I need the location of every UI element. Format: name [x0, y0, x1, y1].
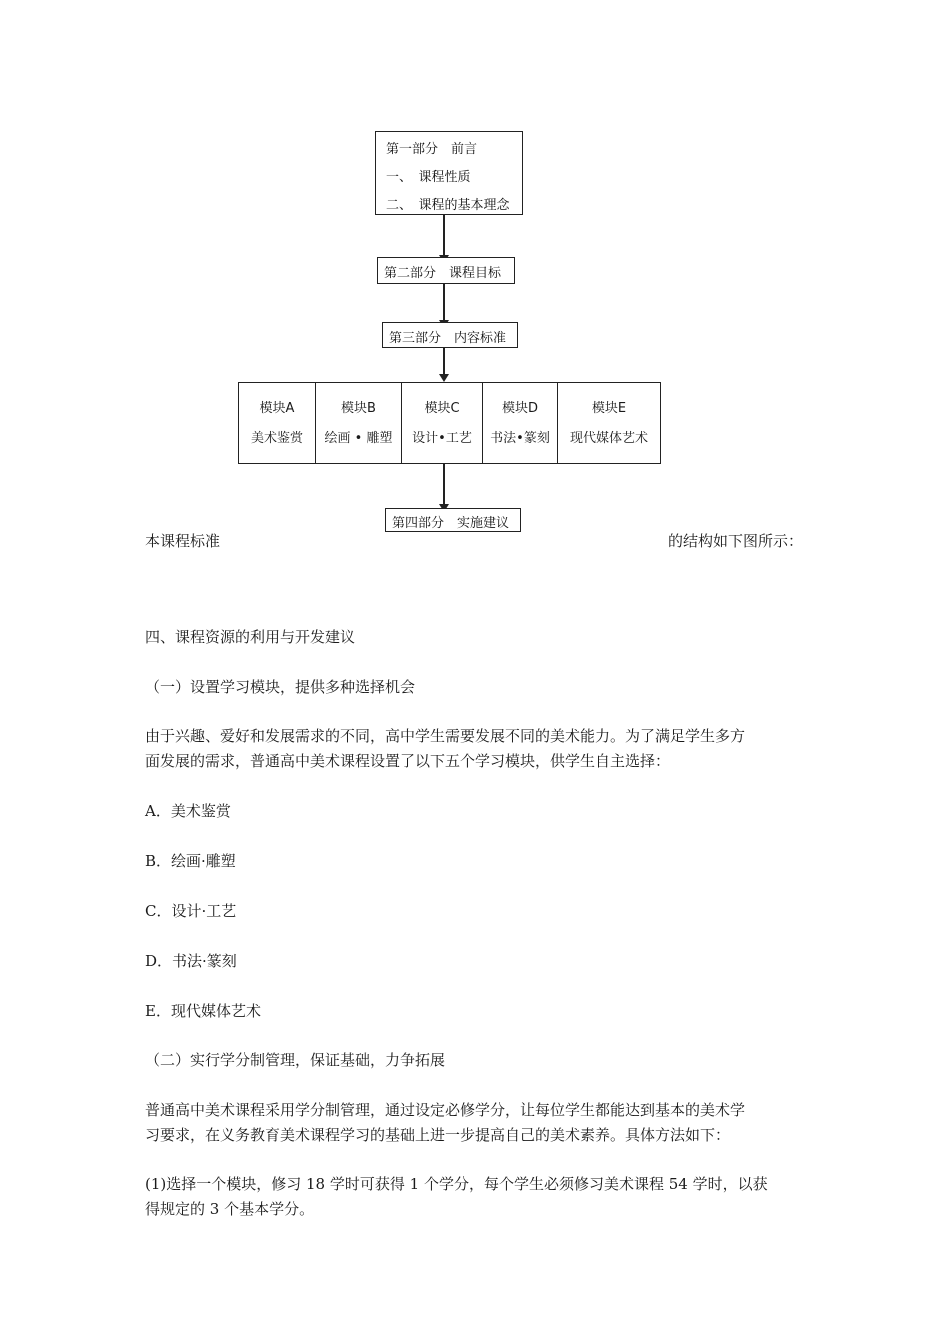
paragraph-2-line-1: 普通高中美术课程采用学分制管理，通过设定必修学分，让每位学生都能达到基本的美术学	[145, 1101, 746, 1119]
list-item-a: A．美术鉴赏	[145, 802, 231, 820]
subheading-2: （二）实行学分制管理，保证基础，力争拓展	[145, 1051, 446, 1069]
paragraph-1-line-2: 面发展的需求，普通高中美术课程设置了以下五个学习模块，供学生自主选择：	[145, 752, 671, 770]
module-c-title: 设计•工艺	[412, 431, 472, 446]
modules-row	[238, 382, 661, 464]
module-c-name: 模块C	[424, 401, 460, 416]
part2-box	[377, 257, 515, 284]
module-a-title: 美术鉴赏	[250, 431, 303, 446]
part1-title: 第一部分 前言	[386, 142, 478, 157]
part1-item2: 二、 课程的基本理念	[386, 198, 510, 213]
paragraph-2-line-2: 习要求，在义务教育美术课程学习的基础上进一步提高自己的美术素养。具体方法如下：	[145, 1126, 731, 1144]
arrow-2	[443, 284, 445, 322]
module-b-name: 模块B	[341, 401, 376, 416]
part3-title: 第三部分 内容标准	[389, 331, 507, 346]
part4-title: 第四部分 实施建议	[392, 516, 510, 531]
module-a	[239, 383, 316, 463]
list-item-b: B．绘画·雕塑	[145, 852, 236, 870]
part1-box	[375, 131, 523, 215]
module-e	[558, 383, 660, 463]
part3-box	[382, 322, 518, 348]
subheading-1: （一）设置学习模块，提供多种选择机会	[145, 678, 416, 696]
module-d-title: 书法•篆刻	[490, 431, 550, 446]
module-e-title: 现代媒体艺术	[569, 431, 648, 446]
intro-right: 的结构如下图所示：	[668, 532, 804, 550]
arrow-1	[443, 215, 445, 257]
module-d-name: 模块D	[501, 401, 538, 416]
paragraph-1-line-1: 由于兴趣、爱好和发展需求的不同，高中学生需要发展不同的美术能力。为了满足学生多方	[145, 727, 746, 745]
part2-title: 第二部分 课程目标	[384, 266, 502, 281]
module-a-name: 模块A	[259, 401, 295, 416]
module-d	[483, 383, 558, 463]
list-item-c: C．设计·工艺	[145, 902, 237, 920]
paragraph-3-line-1: (1)选择一个模块，修习 18 学时可获得 1 个学分，每个学生必须修习美术课程 54 学时，以获	[145, 1175, 768, 1193]
module-b	[316, 383, 402, 463]
arrow-3	[443, 348, 445, 376]
module-e-name: 模块E	[591, 401, 627, 416]
arrow-4	[443, 464, 445, 506]
module-c	[402, 383, 483, 463]
intro-left: 本课程标准	[145, 532, 221, 550]
list-item-d: D．书法·篆刻	[145, 952, 237, 970]
part4-box	[385, 508, 521, 532]
section-heading: 四、课程资源的利用与开发建议	[145, 628, 356, 646]
list-item-e: E．现代媒体艺术	[145, 1002, 261, 1020]
paragraph-3-line-2: 得规定的 3 个基本学分。	[145, 1200, 315, 1218]
module-b-title: 绘画 • 雕塑	[324, 431, 393, 446]
part1-item1: 一、 课程性质	[386, 170, 471, 185]
